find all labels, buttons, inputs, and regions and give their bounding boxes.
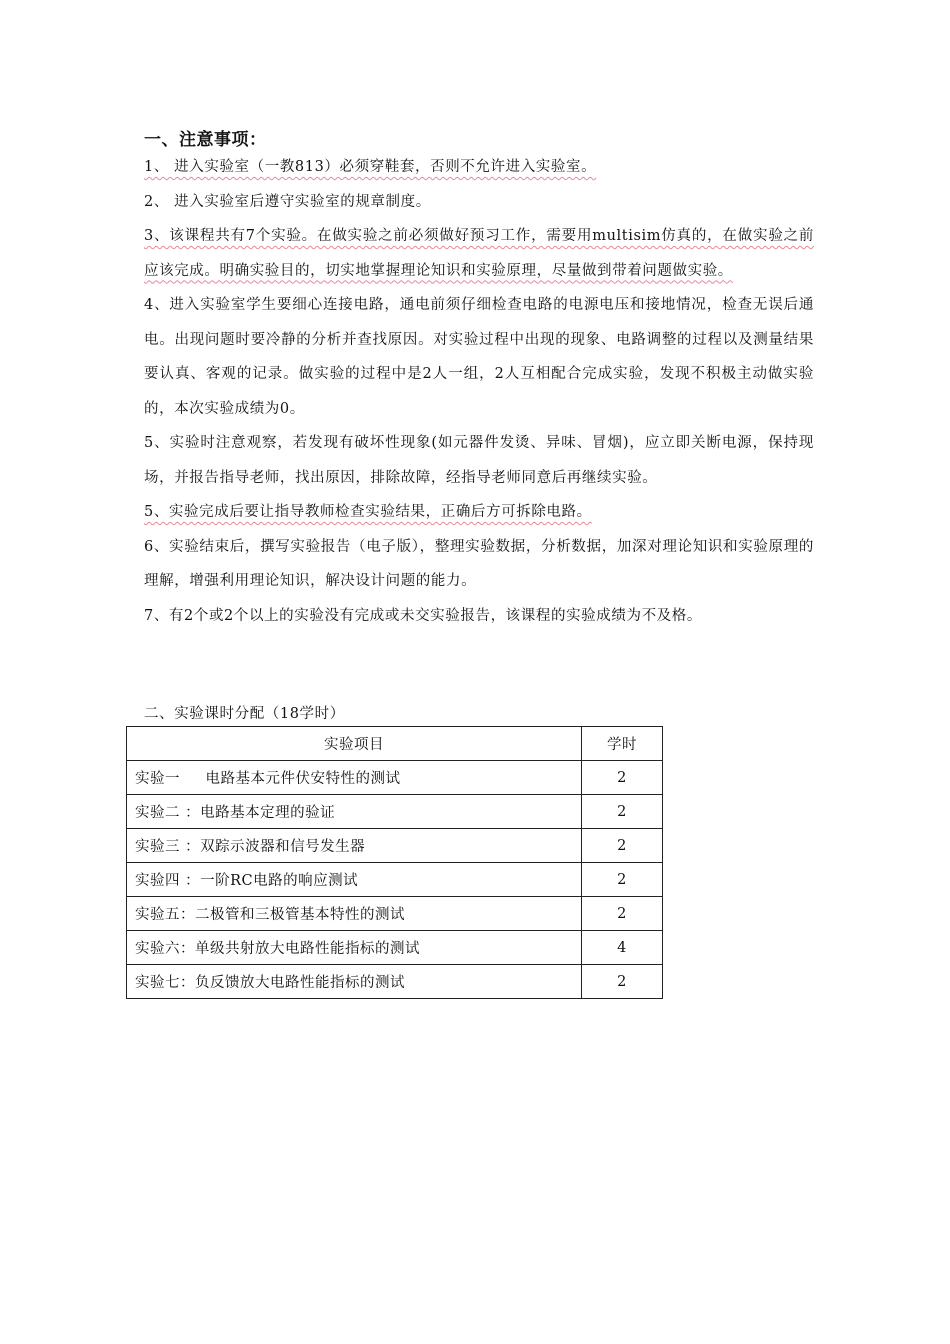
note-item-3-text: 3、该课程共有7个实验。在做实验之前必须做好预习工作，需要用multisim仿真的，在做实验之前应该完成。明确实验目的，切实地掌握理论知识和实验原理，尽量做到带着问题做实验。: [144, 228, 814, 279]
table-row: [127, 931, 663, 965]
note-item-1: [144, 150, 814, 185]
experiment-hours: 2: [582, 795, 663, 829]
note-item-7: 6、实验结束后，撰写实验报告（电子版），整理实验数据，分析数据，加深对理论知识和实验原理的理解，增强利用理论知识，解决设计问题的能力。: [144, 538, 814, 589]
note-item-3: [144, 219, 814, 288]
experiment-hours: 2: [582, 761, 663, 795]
table-row: [127, 829, 663, 863]
header-experiment: 实验项目: [127, 727, 582, 761]
table-row: [127, 863, 663, 897]
experiment-name: 实验一 电路基本元件伏安特性的测试: [127, 761, 582, 795]
note-item-8: 7、有2个或2个以上的实验没有完成或未交实验报告，该课程的实验成绩为不及格。: [144, 607, 702, 624]
note-item-6-text: 5、实验完成后要让指导教师检查实验结果，正确后方可拆除电路。: [144, 504, 592, 520]
notes-list: [144, 150, 814, 633]
experiment-hours: 2: [582, 965, 663, 999]
experiment-hours: 2: [582, 897, 663, 931]
note-item-5: 5、实验时注意观察，若发现有破坏性现象(如元器件发烫、异味、冒烟)，应立即关断电源，保持现场，并报告指导老师，找出原因，排除故障，经指导老师同意后再继续实验。: [144, 435, 814, 486]
experiment-name: 实验五：二极管和三极管基本特性的测试: [127, 897, 582, 931]
table-row: [127, 795, 663, 829]
header-hours: 学时: [582, 727, 663, 761]
experiment-hours: 4: [582, 931, 663, 965]
lab-hours-table: [126, 726, 663, 999]
table-row: [127, 761, 663, 795]
experiment-name: 实验四 ：一阶RC电路的响应测试: [127, 863, 582, 897]
experiment-name: 实验二 ：电路基本定理的验证: [127, 795, 582, 829]
section-1-title: 一、注意事项：: [144, 130, 267, 150]
experiment-hours: 2: [582, 863, 663, 897]
experiment-name: 实验三 ：双踪示波器和信号发生器: [127, 829, 582, 863]
table-row: [127, 897, 663, 931]
experiment-name: 实验六：单级共射放大电路性能指标的测试: [127, 931, 582, 965]
table-header-row: [127, 727, 663, 761]
section-2-title: 二、实验课时分配（18学时）: [144, 706, 345, 722]
note-item-4: 4、进入实验室学生要细心连接电路，通电前须仔细检查电路的电源电压和接地情况，检查无误后通电。出现问题时要冷静的分析并查找原因。对实验过程中出现的现象、电路调整的过程以及测量结果要认真、客观的记录。做实验的过程中是2人一组，2人互相配合完成实验，发现不积极主动做实验的，本次实验成绩为0。: [144, 297, 814, 417]
experiment-hours: 2: [582, 829, 663, 863]
note-item-2: 2、 进入实验室后遵守实验室的规章制度。: [144, 193, 431, 210]
table-row: [127, 965, 663, 999]
note-item-1-text: 1、 进入实验室（一教813）必须穿鞋套，否则不允许进入实验室。: [144, 159, 597, 175]
note-item-6: [144, 495, 814, 530]
experiment-name: 实验七：负反馈放大电路性能指标的测试: [127, 965, 582, 999]
